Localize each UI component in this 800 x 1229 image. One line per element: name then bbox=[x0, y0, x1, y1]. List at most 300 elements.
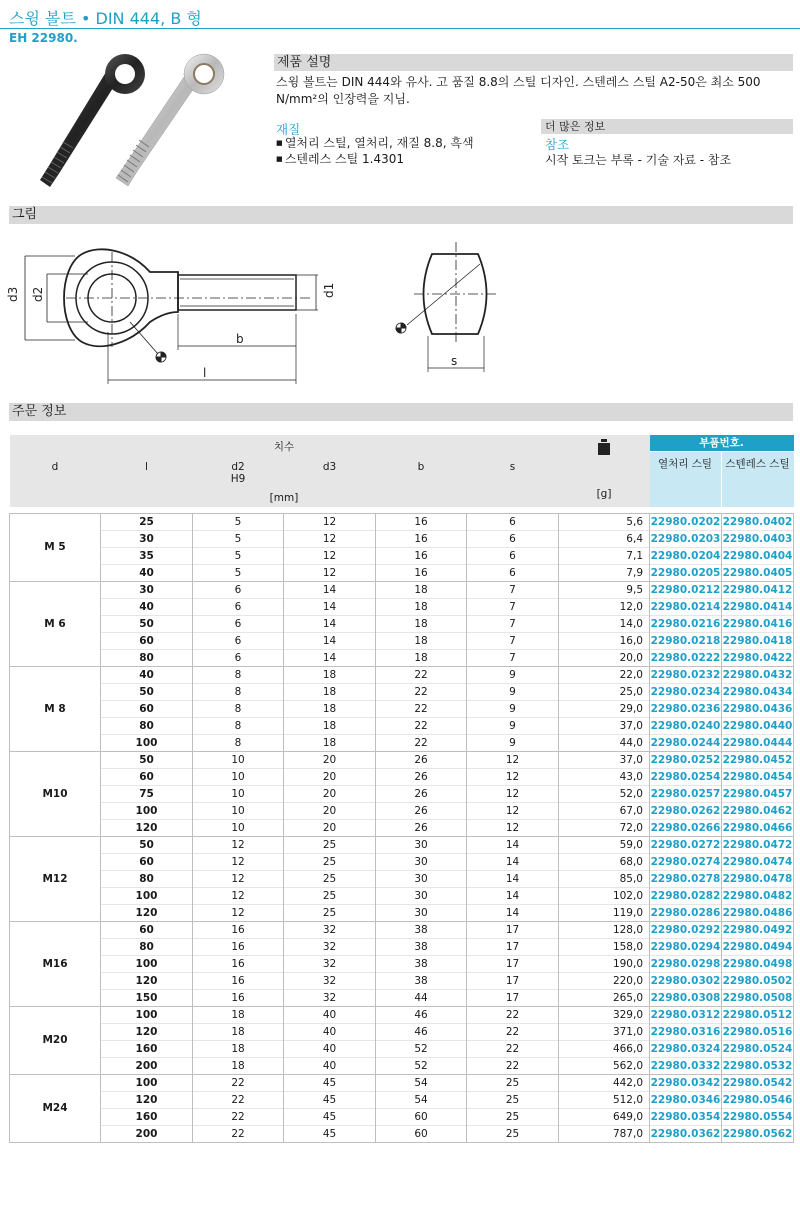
technical-drawing bbox=[0, 232, 520, 392]
s-cell: 17 bbox=[467, 989, 559, 1006]
part-number-stainless-link[interactable]: 22980.0444 bbox=[722, 734, 794, 751]
table-row bbox=[10, 683, 794, 700]
d2-cell: 8 bbox=[193, 717, 284, 734]
part-number-steel-link[interactable]: 22980.0324 bbox=[650, 1040, 722, 1057]
b-cell: 30 bbox=[376, 887, 467, 904]
table-row bbox=[10, 1057, 794, 1074]
d3-cell: 18 bbox=[284, 666, 376, 683]
weight-cell: 7,1 bbox=[559, 547, 650, 564]
part-number-steel-link[interactable]: 22980.0203 bbox=[650, 530, 722, 547]
part-number-stainless-link[interactable]: 22980.0494 bbox=[722, 938, 794, 955]
b-cell: 18 bbox=[376, 649, 467, 666]
s-cell: 9 bbox=[467, 717, 559, 734]
material-heading: 재질 bbox=[276, 122, 301, 137]
weight-cell: 512,0 bbox=[559, 1091, 650, 1108]
part-number-steel-link[interactable]: 22980.0257 bbox=[650, 785, 722, 802]
weight-cell: 16,0 bbox=[559, 632, 650, 649]
part-number-steel-link[interactable]: 22980.0214 bbox=[650, 598, 722, 615]
part-number-stainless-link[interactable]: 22980.0554 bbox=[722, 1108, 794, 1125]
table-row bbox=[10, 581, 794, 598]
b-cell: 46 bbox=[376, 1023, 467, 1040]
part-number-stainless-link[interactable]: 22980.0454 bbox=[722, 768, 794, 785]
d3-cell: 20 bbox=[284, 802, 376, 819]
d2-cell: 10 bbox=[193, 768, 284, 785]
d3-cell: 20 bbox=[284, 768, 376, 785]
b-cell: 22 bbox=[376, 683, 467, 700]
part-number-steel-link[interactable]: 22980.0316 bbox=[650, 1023, 722, 1040]
part-number-steel-link[interactable]: 22980.0302 bbox=[650, 972, 722, 989]
s-cell: 12 bbox=[467, 768, 559, 785]
part-number-stainless-link[interactable]: 22980.0412 bbox=[722, 581, 794, 598]
part-number-stainless-link[interactable]: 22980.0498 bbox=[722, 955, 794, 972]
s-cell: 17 bbox=[467, 938, 559, 955]
part-number-steel-link[interactable]: 22980.0298 bbox=[650, 955, 722, 972]
part-number-steel-link[interactable]: 22980.0294 bbox=[650, 938, 722, 955]
d3-cell: 40 bbox=[284, 1006, 376, 1023]
part-number-steel-link[interactable]: 22980.0222 bbox=[650, 649, 722, 666]
part-number-stainless-link[interactable]: 22980.0478 bbox=[722, 870, 794, 887]
length-cell: 120 bbox=[101, 972, 193, 989]
d3-cell: 14 bbox=[284, 615, 376, 632]
s-cell: 9 bbox=[467, 700, 559, 717]
d2-cell: 10 bbox=[193, 751, 284, 768]
d3-cell: 32 bbox=[284, 955, 376, 972]
d2-cell: 12 bbox=[193, 904, 284, 921]
d2-cell: 22 bbox=[193, 1125, 284, 1142]
length-cell: 100 bbox=[101, 1074, 193, 1091]
part-number-stainless-link[interactable]: 22980.0508 bbox=[722, 989, 794, 1006]
dimensions-header bbox=[10, 435, 559, 507]
part-number-steel-link[interactable]: 22980.0282 bbox=[650, 887, 722, 904]
weight-cell: 85,0 bbox=[559, 870, 650, 887]
table-row bbox=[10, 513, 794, 530]
table-row bbox=[10, 598, 794, 615]
length-cell: 200 bbox=[101, 1125, 193, 1142]
part-number-stainless-link[interactable]: 22980.0414 bbox=[722, 598, 794, 615]
part-number-steel-link[interactable]: 22980.0252 bbox=[650, 751, 722, 768]
d3-cell: 45 bbox=[284, 1091, 376, 1108]
s-cell: 7 bbox=[467, 598, 559, 615]
part-number-stainless-link[interactable]: 22980.0432 bbox=[722, 666, 794, 683]
d2-cell: 18 bbox=[193, 1057, 284, 1074]
d2-cell: 12 bbox=[193, 887, 284, 904]
weight-cell: 329,0 bbox=[559, 1006, 650, 1023]
d2-cell: 22 bbox=[193, 1091, 284, 1108]
weight-cell: 9,5 bbox=[559, 581, 650, 598]
d3-cell: 32 bbox=[284, 921, 376, 938]
table-row bbox=[10, 955, 794, 972]
thread-size-cell: M 8 bbox=[10, 666, 101, 751]
part-number-stainless-link[interactable]: 22980.0512 bbox=[722, 1006, 794, 1023]
part-number-stainless-link[interactable]: 22980.0405 bbox=[722, 564, 794, 581]
length-cell: 50 bbox=[101, 836, 193, 853]
length-cell: 40 bbox=[101, 598, 193, 615]
length-cell: 25 bbox=[101, 513, 193, 530]
part-number-steel-link[interactable]: 22980.0232 bbox=[650, 666, 722, 683]
s-cell: 12 bbox=[467, 802, 559, 819]
bolt-side-view bbox=[25, 249, 318, 384]
b-cell: 54 bbox=[376, 1074, 467, 1091]
table-row bbox=[10, 700, 794, 717]
d3-cell: 18 bbox=[284, 683, 376, 700]
d3-cell: 45 bbox=[284, 1108, 376, 1125]
b-cell: 22 bbox=[376, 734, 467, 751]
part-number-stainless-link[interactable]: 22980.0474 bbox=[722, 853, 794, 870]
d3-cell: 14 bbox=[284, 581, 376, 598]
label-d3: d3 bbox=[6, 286, 20, 302]
part-number-stainless-link[interactable]: 22980.0434 bbox=[722, 683, 794, 700]
length-cell: 60 bbox=[101, 632, 193, 649]
d2-cell: 5 bbox=[193, 530, 284, 547]
d3-cell: 25 bbox=[284, 870, 376, 887]
b-cell: 26 bbox=[376, 785, 467, 802]
table-header-row bbox=[10, 435, 794, 507]
part-number-steel-link[interactable]: 22980.0240 bbox=[650, 717, 722, 734]
s-cell: 25 bbox=[467, 1074, 559, 1091]
b-cell: 38 bbox=[376, 955, 467, 972]
label-b: b bbox=[236, 332, 244, 346]
table-row bbox=[10, 972, 794, 989]
d2-cell: 18 bbox=[193, 1006, 284, 1023]
table-row bbox=[10, 1108, 794, 1125]
d3-cell: 20 bbox=[284, 819, 376, 836]
part-number-stainless-link[interactable]: 22980.0546 bbox=[722, 1091, 794, 1108]
table-row bbox=[10, 751, 794, 768]
b-cell: 18 bbox=[376, 581, 467, 598]
s-cell: 12 bbox=[467, 751, 559, 768]
part-number-stainless-link[interactable]: 22980.0436 bbox=[722, 700, 794, 717]
table-row bbox=[10, 1023, 794, 1040]
thread-size-cell: M 5 bbox=[10, 513, 101, 581]
part-number-stainless-link[interactable]: 22980.0403 bbox=[722, 530, 794, 547]
length-cell: 100 bbox=[101, 802, 193, 819]
length-cell: 60 bbox=[101, 700, 193, 717]
table-row bbox=[10, 615, 794, 632]
d3-cell: 25 bbox=[284, 836, 376, 853]
col-d2-header: d2 H9 bbox=[230, 461, 246, 485]
d2-cell: 16 bbox=[193, 972, 284, 989]
b-cell: 38 bbox=[376, 921, 467, 938]
d3-cell: 45 bbox=[284, 1074, 376, 1091]
length-cell: 80 bbox=[101, 938, 193, 955]
part-number-stainless-link[interactable]: 22980.0542 bbox=[722, 1074, 794, 1091]
b-cell: 30 bbox=[376, 836, 467, 853]
b-cell: 30 bbox=[376, 870, 467, 887]
weight-header bbox=[559, 435, 650, 507]
length-cell: 100 bbox=[101, 734, 193, 751]
part-number-label: 부품번호. bbox=[650, 435, 794, 451]
d2-cell: 8 bbox=[193, 666, 284, 683]
d2-cell: 22 bbox=[193, 1074, 284, 1091]
part-number-steel-link[interactable]: 22980.0272 bbox=[650, 836, 722, 853]
title-rule bbox=[0, 28, 800, 29]
d2-cell: 18 bbox=[193, 1040, 284, 1057]
part-number-stainless-link[interactable]: 22980.0466 bbox=[722, 819, 794, 836]
length-cell: 160 bbox=[101, 1108, 193, 1125]
d3-cell: 40 bbox=[284, 1040, 376, 1057]
d2-cell: 6 bbox=[193, 598, 284, 615]
weight-cell: 37,0 bbox=[559, 717, 650, 734]
part-number-stainless-link[interactable]: 22980.0486 bbox=[722, 904, 794, 921]
thread-size-cell: M16 bbox=[10, 921, 101, 1006]
part-number-stainless-link[interactable]: 22980.0516 bbox=[722, 1023, 794, 1040]
part-number-steel-link[interactable]: 22980.0254 bbox=[650, 768, 722, 785]
article-code: EH 22980. bbox=[9, 31, 78, 45]
part-number-steel-link[interactable]: 22980.0236 bbox=[650, 700, 722, 717]
d2-cell: 8 bbox=[193, 700, 284, 717]
part-number-steel-link[interactable]: 22980.0332 bbox=[650, 1057, 722, 1074]
weight-cell: 442,0 bbox=[559, 1074, 650, 1091]
col-s-header: s bbox=[509, 461, 516, 473]
part-number-steel-link[interactable]: 22980.0354 bbox=[650, 1108, 722, 1125]
s-cell: 9 bbox=[467, 683, 559, 700]
s-cell: 25 bbox=[467, 1091, 559, 1108]
d3-cell: 12 bbox=[284, 530, 376, 547]
s-cell: 6 bbox=[467, 530, 559, 547]
part-number-stainless-link[interactable]: 22980.0472 bbox=[722, 836, 794, 853]
part-number-stainless-link[interactable]: 22980.0440 bbox=[722, 717, 794, 734]
part-number-steel-link[interactable]: 22980.0205 bbox=[650, 564, 722, 581]
weight-cell: 220,0 bbox=[559, 972, 650, 989]
d2-cell: 12 bbox=[193, 836, 284, 853]
b-cell: 26 bbox=[376, 751, 467, 768]
s-cell: 25 bbox=[467, 1108, 559, 1125]
d3-cell: 14 bbox=[284, 632, 376, 649]
part-number-stainless-link[interactable]: 22980.0502 bbox=[722, 972, 794, 989]
part-number-stainless-link[interactable]: 22980.0418 bbox=[722, 632, 794, 649]
b-cell: 18 bbox=[376, 632, 467, 649]
d2-cell: 10 bbox=[193, 802, 284, 819]
part-number-stainless-link[interactable]: 22980.0402 bbox=[722, 513, 794, 530]
material-list bbox=[276, 135, 474, 167]
order-table bbox=[9, 435, 794, 1143]
length-cell: 120 bbox=[101, 1091, 193, 1108]
weight-cell: 14,0 bbox=[559, 615, 650, 632]
s-cell: 22 bbox=[467, 1023, 559, 1040]
table-row bbox=[10, 564, 794, 581]
part-number-steel-link[interactable]: 22980.0204 bbox=[650, 547, 722, 564]
description-heading: 제품 설명 bbox=[274, 54, 793, 71]
b-cell: 16 bbox=[376, 564, 467, 581]
reference-heading[interactable]: 참조 bbox=[545, 137, 570, 152]
length-cell: 100 bbox=[101, 955, 193, 972]
b-cell: 16 bbox=[376, 530, 467, 547]
part-number-steel-link[interactable]: 22980.0312 bbox=[650, 1006, 722, 1023]
length-cell: 80 bbox=[101, 870, 193, 887]
b-cell: 52 bbox=[376, 1040, 467, 1057]
material-item: ■ 스텐레스 스틸 1.4301 bbox=[276, 151, 474, 167]
weight-cell: 649,0 bbox=[559, 1108, 650, 1125]
s-cell: 6 bbox=[467, 547, 559, 564]
d2-cell: 6 bbox=[193, 632, 284, 649]
table-row bbox=[10, 785, 794, 802]
part-number-steel-link[interactable]: 22980.0218 bbox=[650, 632, 722, 649]
d2-cell: 5 bbox=[193, 547, 284, 564]
weight-cell: 29,0 bbox=[559, 700, 650, 717]
d3-cell: 32 bbox=[284, 972, 376, 989]
length-cell: 50 bbox=[101, 615, 193, 632]
table-row bbox=[10, 530, 794, 547]
label-l: l bbox=[203, 366, 207, 380]
part-number-steel-link[interactable]: 22980.0244 bbox=[650, 734, 722, 751]
order-heading: 주문 정보 bbox=[9, 403, 793, 421]
part-number-stainless-link[interactable]: 22980.0524 bbox=[722, 1040, 794, 1057]
weight-cell: 6,4 bbox=[559, 530, 650, 547]
table-row bbox=[10, 649, 794, 666]
part-number-stainless-link[interactable]: 22980.0422 bbox=[722, 649, 794, 666]
s-cell: 14 bbox=[467, 887, 559, 904]
part-number-stainless-link[interactable]: 22980.0462 bbox=[722, 802, 794, 819]
length-cell: 120 bbox=[101, 1023, 193, 1040]
d3-cell: 32 bbox=[284, 989, 376, 1006]
length-cell: 50 bbox=[101, 751, 193, 768]
label-d2: d2 bbox=[31, 286, 45, 302]
weight-cell: 22,0 bbox=[559, 666, 650, 683]
s-cell: 7 bbox=[467, 632, 559, 649]
weight-cell: 371,0 bbox=[559, 1023, 650, 1040]
length-cell: 35 bbox=[101, 547, 193, 564]
table-row bbox=[10, 853, 794, 870]
b-cell: 46 bbox=[376, 1006, 467, 1023]
weight-cell: 128,0 bbox=[559, 921, 650, 938]
table-row bbox=[10, 1006, 794, 1023]
table-row bbox=[10, 666, 794, 683]
part-number-steel-link[interactable]: 22980.0212 bbox=[650, 581, 722, 598]
length-cell: 60 bbox=[101, 921, 193, 938]
weight-cell: 119,0 bbox=[559, 904, 650, 921]
part-number-stainless-link[interactable]: 22980.0404 bbox=[722, 547, 794, 564]
thread-size-cell: M 6 bbox=[10, 581, 101, 666]
d3-cell: 32 bbox=[284, 938, 376, 955]
d2-cell: 6 bbox=[193, 615, 284, 632]
s-cell: 14 bbox=[467, 870, 559, 887]
weight-cell: 44,0 bbox=[559, 734, 650, 751]
table-row bbox=[10, 989, 794, 1006]
b-cell: 60 bbox=[376, 1108, 467, 1125]
part-number-stainless-link[interactable]: 22980.0416 bbox=[722, 615, 794, 632]
s-cell: 22 bbox=[467, 1040, 559, 1057]
part-number-steel-link[interactable]: 22980.0308 bbox=[650, 989, 722, 1006]
weight-cell: 12,0 bbox=[559, 598, 650, 615]
s-cell: 9 bbox=[467, 666, 559, 683]
part-number-steel-link[interactable]: 22980.0346 bbox=[650, 1091, 722, 1108]
length-cell: 80 bbox=[101, 717, 193, 734]
part-number-stainless-link[interactable]: 22980.0482 bbox=[722, 887, 794, 904]
table-row bbox=[10, 819, 794, 836]
product-photo bbox=[20, 52, 250, 197]
length-cell: 75 bbox=[101, 785, 193, 802]
part-number-stainless-link[interactable]: 22980.0452 bbox=[722, 751, 794, 768]
length-cell: 120 bbox=[101, 904, 193, 921]
d3-cell: 20 bbox=[284, 751, 376, 768]
part-number-steel-link[interactable]: 22980.0266 bbox=[650, 819, 722, 836]
s-cell: 22 bbox=[467, 1057, 559, 1074]
more-info-heading: 더 많은 정보 bbox=[541, 119, 793, 134]
b-cell: 44 bbox=[376, 989, 467, 1006]
d3-cell: 25 bbox=[284, 853, 376, 870]
table-row bbox=[10, 768, 794, 785]
table-row bbox=[10, 921, 794, 938]
d2-cell: 16 bbox=[193, 938, 284, 955]
part-number-stainless-link[interactable]: 22980.0562 bbox=[722, 1125, 794, 1142]
s-cell: 17 bbox=[467, 972, 559, 989]
weight-cell: 68,0 bbox=[559, 853, 650, 870]
table-row bbox=[10, 802, 794, 819]
weight-cell: 562,0 bbox=[559, 1057, 650, 1074]
d2-cell: 16 bbox=[193, 921, 284, 938]
part-number-stainless-link[interactable]: 22980.0492 bbox=[722, 921, 794, 938]
figure-heading: 그림 bbox=[9, 206, 793, 224]
d3-cell: 18 bbox=[284, 700, 376, 717]
b-cell: 22 bbox=[376, 717, 467, 734]
s-cell: 14 bbox=[467, 836, 559, 853]
d3-cell: 40 bbox=[284, 1057, 376, 1074]
d3-cell: 12 bbox=[284, 513, 376, 530]
weight-cell: 72,0 bbox=[559, 819, 650, 836]
d2-cell: 16 bbox=[193, 955, 284, 972]
b-cell: 30 bbox=[376, 853, 467, 870]
part-number-steel-link[interactable]: 22980.0362 bbox=[650, 1125, 722, 1142]
dimensions-label: 치수 bbox=[273, 441, 295, 453]
length-cell: 80 bbox=[101, 649, 193, 666]
s-cell: 7 bbox=[467, 649, 559, 666]
d2-cell: 8 bbox=[193, 734, 284, 751]
col-d3-header: d3 bbox=[322, 461, 337, 473]
part-number-steel-link[interactable]: 22980.0262 bbox=[650, 802, 722, 819]
length-cell: 200 bbox=[101, 1057, 193, 1074]
weight-cell: 25,0 bbox=[559, 683, 650, 700]
col-stainless-header: 스텐레스 스틸 bbox=[725, 458, 790, 470]
part-number-stainless-link[interactable]: 22980.0532 bbox=[722, 1057, 794, 1074]
weight-cell: 52,0 bbox=[559, 785, 650, 802]
part-number-steel-link[interactable]: 22980.0342 bbox=[650, 1074, 722, 1091]
table-row bbox=[10, 717, 794, 734]
part-number-stainless-link[interactable]: 22980.0457 bbox=[722, 785, 794, 802]
length-cell: 160 bbox=[101, 1040, 193, 1057]
b-cell: 54 bbox=[376, 1091, 467, 1108]
s-cell: 6 bbox=[467, 564, 559, 581]
order-table-body bbox=[10, 513, 794, 1142]
d3-cell: 25 bbox=[284, 887, 376, 904]
length-cell: 60 bbox=[101, 768, 193, 785]
b-cell: 22 bbox=[376, 700, 467, 717]
unit-mm-label: [mm] bbox=[269, 492, 299, 504]
length-cell: 50 bbox=[101, 683, 193, 700]
b-cell: 26 bbox=[376, 802, 467, 819]
d2-cell: 12 bbox=[193, 853, 284, 870]
part-number-header bbox=[650, 435, 794, 507]
col-l-header: l bbox=[145, 461, 148, 473]
part-number-steel-link[interactable]: 22980.0292 bbox=[650, 921, 722, 938]
part-number-steel-link[interactable]: 22980.0286 bbox=[650, 904, 722, 921]
part-number-steel-link[interactable]: 22980.0202 bbox=[650, 513, 722, 530]
part-number-steel-link[interactable]: 22980.0274 bbox=[650, 853, 722, 870]
weight-cell: 5,6 bbox=[559, 513, 650, 530]
weight-cell: 20,0 bbox=[559, 649, 650, 666]
part-number-steel-link[interactable]: 22980.0278 bbox=[650, 870, 722, 887]
weight-cell: 67,0 bbox=[559, 802, 650, 819]
length-cell: 40 bbox=[101, 666, 193, 683]
table-row bbox=[10, 632, 794, 649]
part-number-steel-link[interactable]: 22980.0234 bbox=[650, 683, 722, 700]
part-number-steel-link[interactable]: 22980.0216 bbox=[650, 615, 722, 632]
s-cell: 7 bbox=[467, 581, 559, 598]
thread-size-cell: M10 bbox=[10, 751, 101, 836]
b-cell: 18 bbox=[376, 598, 467, 615]
weight-cell: 265,0 bbox=[559, 989, 650, 1006]
b-cell: 30 bbox=[376, 904, 467, 921]
s-cell: 14 bbox=[467, 853, 559, 870]
